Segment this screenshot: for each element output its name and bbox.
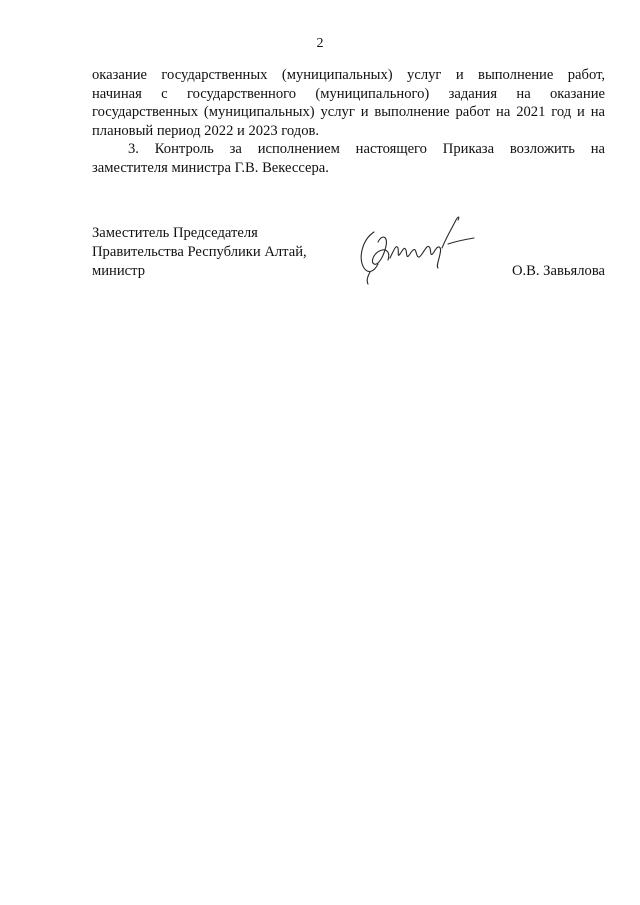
handwritten-signature — [352, 214, 482, 286]
signer-position-line: Правительства Республики Алтай, — [92, 244, 307, 260]
text-line: начиная с государственного (муниципального) задания на оказание — [92, 85, 605, 102]
paragraph-item-3 — [92, 140, 605, 177]
signer-position-line: министр — [92, 263, 145, 279]
signer-position — [92, 224, 307, 281]
text-line: оказание государственных (муниципальных) услуг и выполнение работ, — [92, 67, 605, 83]
paragraph-continuation — [92, 66, 605, 140]
document-body — [92, 66, 605, 178]
text-line: 3. Контроль за исполнением настоящего Приказа возложить на — [128, 141, 605, 158]
page-number: 2 — [316, 36, 324, 51]
text-line: государственных (муниципальных) услуг и выполнение работ на 2021 год и на — [92, 104, 605, 121]
text-line: плановый период 2022 и 2023 годов. — [92, 122, 320, 139]
signer-position-line: Заместитель Председателя — [92, 225, 258, 241]
text-line: заместителя министра Г.В. Векессера. — [92, 159, 329, 176]
signer-name: О.В. Завьялова — [511, 263, 605, 279]
